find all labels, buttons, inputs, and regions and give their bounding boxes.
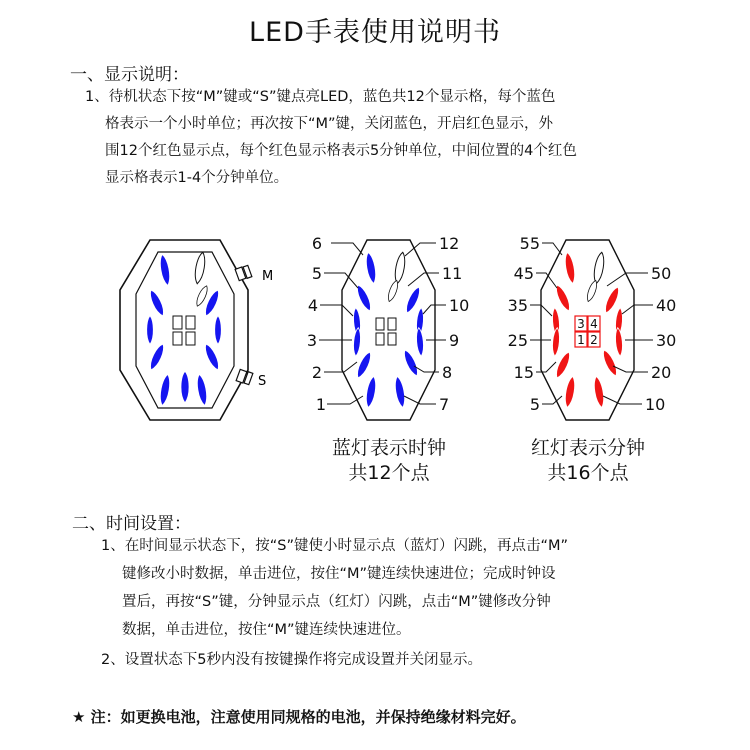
red-center-label-3: 3 [577,317,585,331]
blue-label-5: 5 [311,264,322,283]
red-label-15: 15 [513,363,534,382]
red-label-20: 20 [651,363,672,382]
blue-caption-line-1: 蓝灯表示时钟 [331,437,446,459]
section-2-heading: 二、时间设置： [72,514,191,534]
button-m-label: M [262,269,274,284]
section-1-heading: 一、显示说明： [70,65,189,85]
blue-left-labels [307,234,326,414]
blue-label-3: 3 [306,331,317,350]
red-caption-line-2: 共16个点 [547,462,629,484]
red-label-30: 30 [656,331,677,350]
red-minute-diagram [508,234,677,420]
watch-diagrams [0,225,750,435]
section-1-item-1-line-2: 格表示一个小时单位；再次按下“M”键，关闭蓝色，开启红色显示，外 [105,116,554,132]
blue-label-8: 8 [442,363,453,382]
section-2-item-1-line-4: 数据，单击进位，按住“M”键连续快速进位。 [122,622,411,638]
blue-label-1: 1 [315,395,326,414]
section-2-item-1-line-2: 键修改小时数据，单击进位，按住“M”键连续快速进位；完成时钟设 [122,566,556,582]
page-title: LED手表使用说明书 [249,17,501,48]
blue-label-4: 4 [307,296,318,315]
blue-label-2: 2 [311,363,322,382]
red-label-25: 25 [507,331,528,350]
red-caption-line-1: 红灯表示分钟 [530,437,645,459]
red-label-40: 40 [656,296,677,315]
blue-right-labels [439,234,469,414]
red-center-label-2: 2 [590,333,598,347]
red-label-5: 5 [529,395,540,414]
blue-label-9: 9 [449,331,460,350]
button-s-label: S [258,374,267,389]
red-label-10: 10 [645,395,666,414]
blue-label-10: 10 [449,296,470,315]
red-label-45: 45 [513,264,534,283]
watch-outline-diagram [120,240,273,420]
red-label-35: 35 [507,296,528,315]
battery-note: ★ 注：如更换电池，注意使用同规格的电池，并保持绝缘材料完好。 [72,708,526,726]
red-left-labels [508,234,540,414]
section-2-item-1-line-1: 1、在时间显示状态下，按“S”键使小时显示点（蓝灯）闪跳，再点击“M” [101,538,568,554]
section-1-item-1-line-3: 围12个红色显示点，每个红色显示格表示5分钟单位，中间位置的4个红色 [105,143,577,159]
red-center-label-4: 4 [590,317,598,331]
blue-label-12: 12 [439,234,460,253]
blue-caption-line-2: 共12个点 [348,462,430,484]
red-center-label-1: 1 [577,333,585,347]
red-right-labels [645,264,676,414]
blue-label-7: 7 [439,395,450,414]
blue-hour-diagram [307,234,470,420]
section-1-item-1-line-1: 1、待机状态下按“M”键或“S”键点亮LED，蓝色共12个显示格，每个蓝色 [85,89,556,105]
section-2-item-1-line-3: 置后，再按“S”键，分钟显示点（红灯）闪跳，点击“M”键修改分钟 [122,594,551,610]
blue-label-11: 11 [442,264,463,283]
section-1-item-1-line-4: 显示格表示1-4个分钟单位。 [105,170,289,186]
section-2-item-2: 2、设置状态下5秒内没有按键操作将完成设置并关闭显示。 [101,652,482,668]
red-label-55: 55 [519,234,540,253]
red-label-50: 50 [651,264,672,283]
blue-label-6: 6 [311,234,322,253]
